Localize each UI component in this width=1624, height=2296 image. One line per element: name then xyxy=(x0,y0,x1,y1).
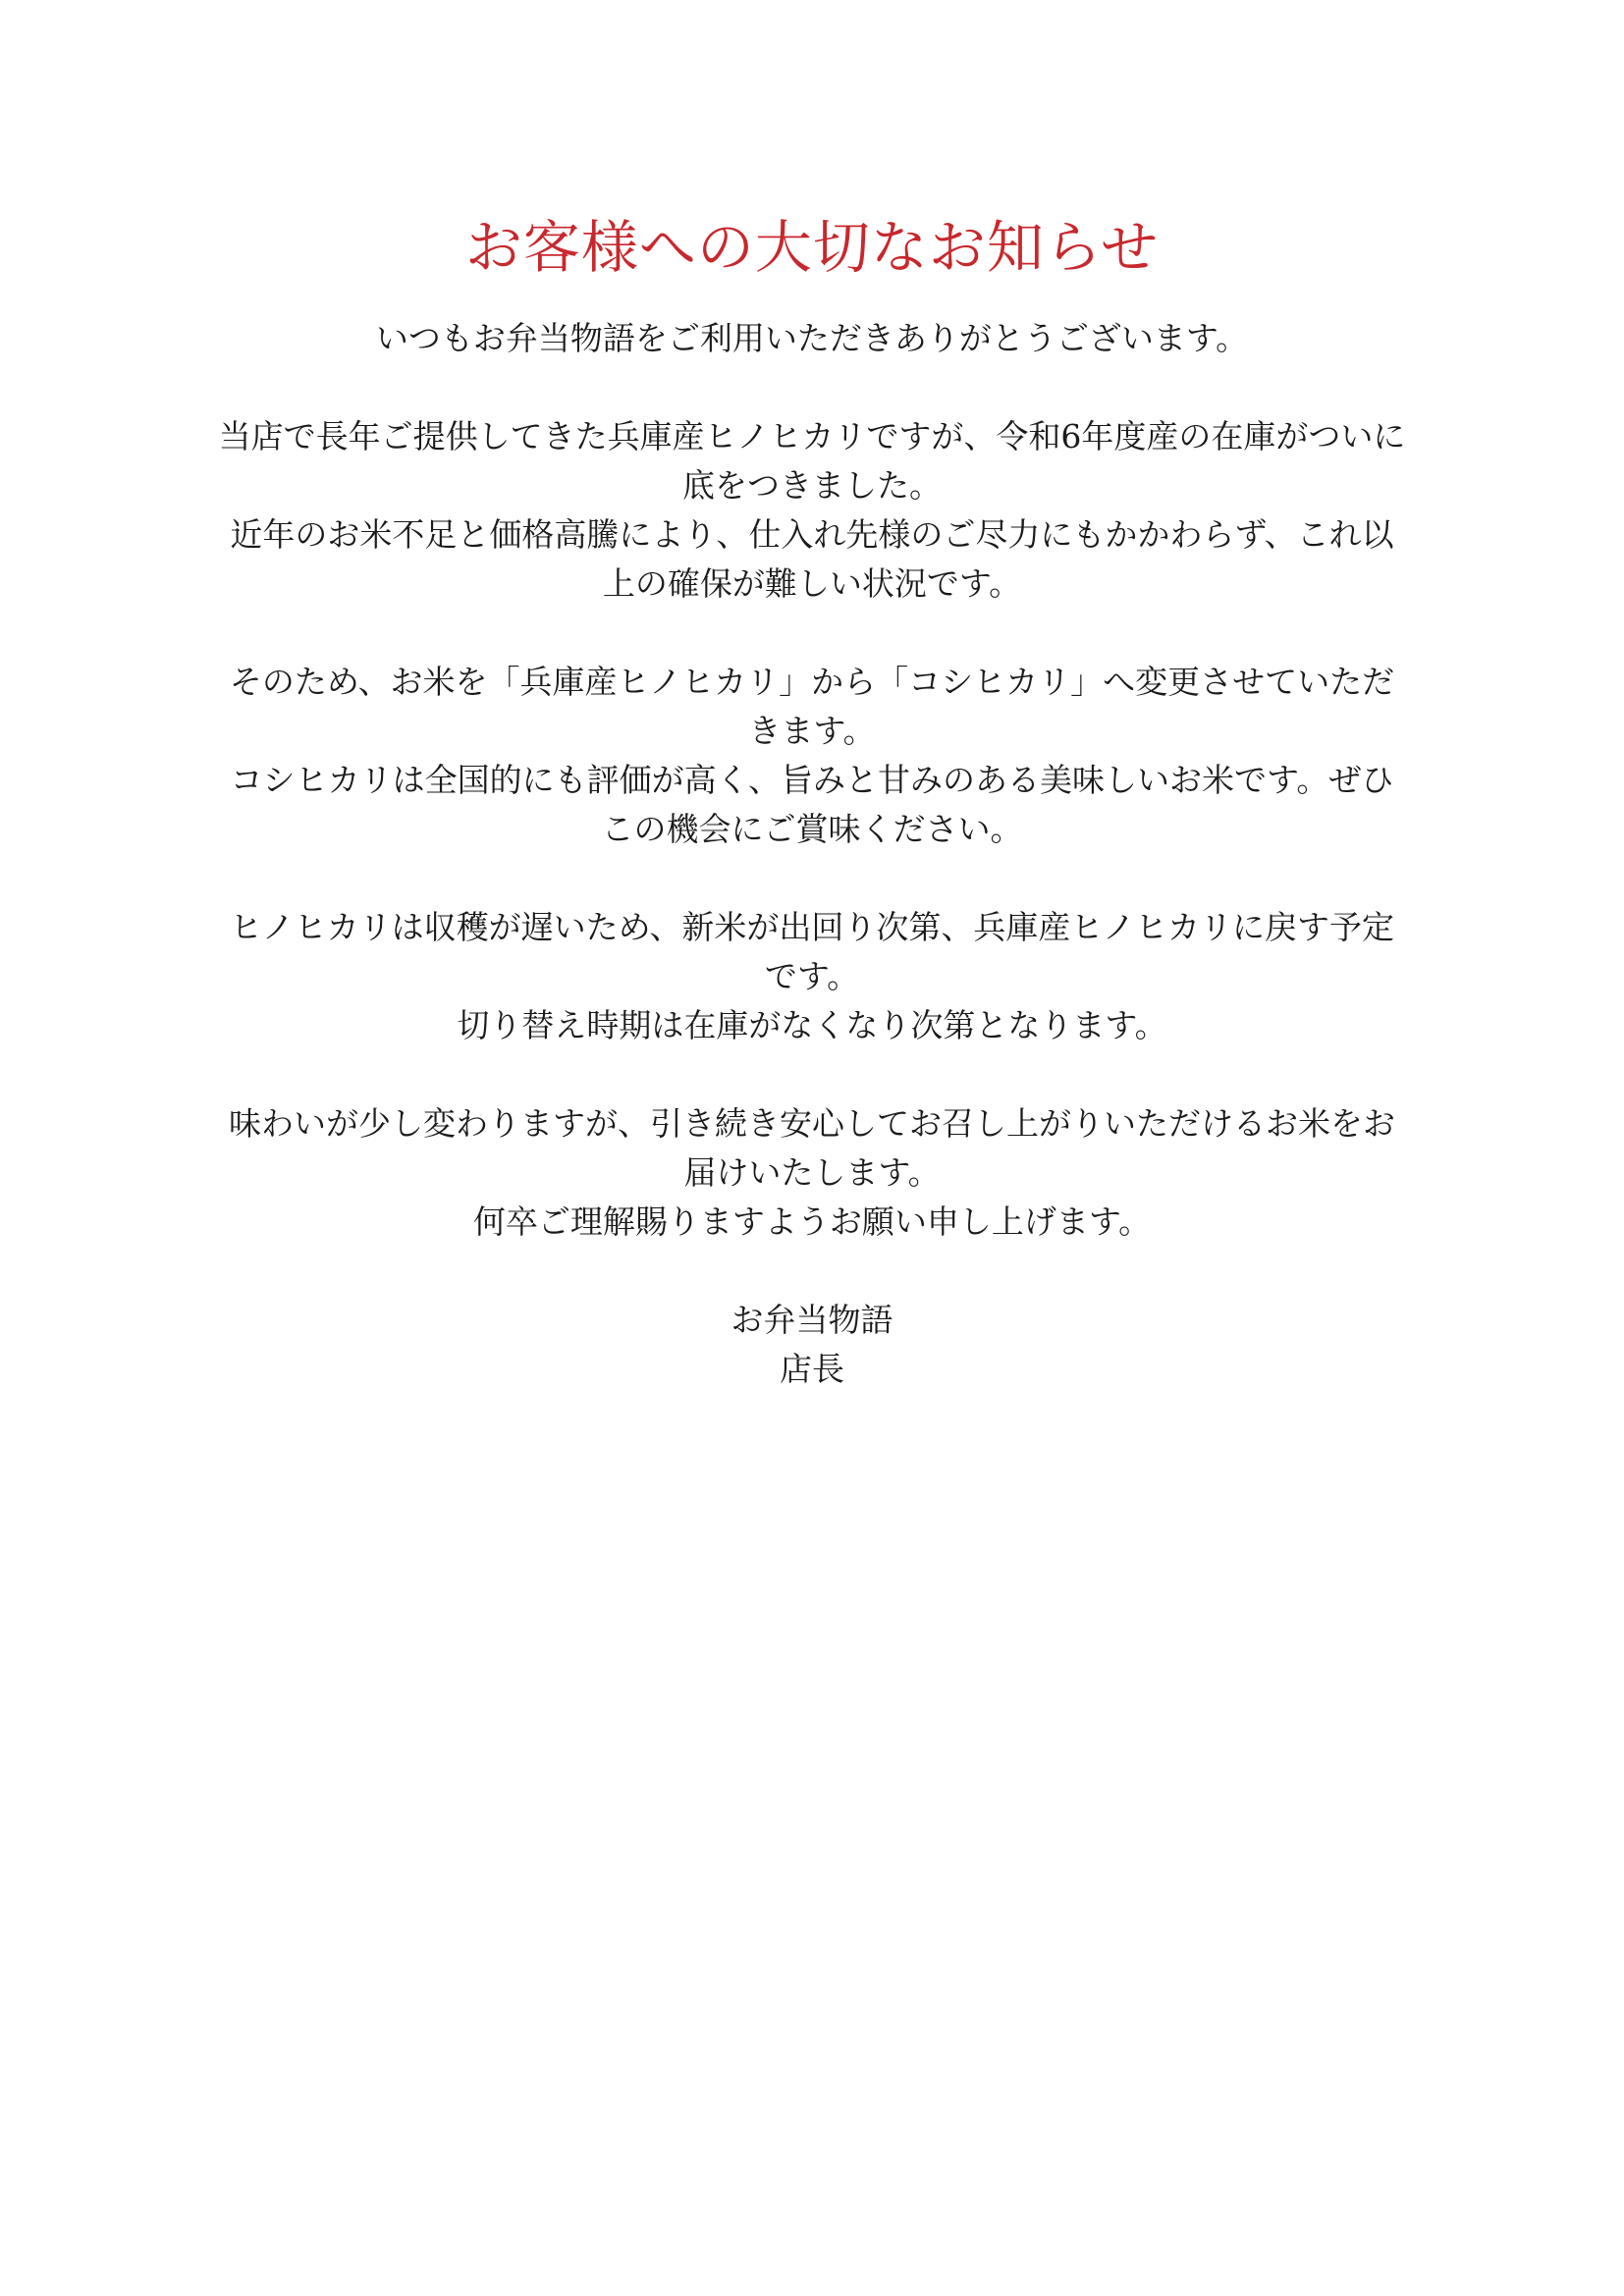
paragraph-return-plan xyxy=(215,903,1409,1050)
paragraph-line: 何卒ご理解賜りますようお願い申し上げます。 xyxy=(472,1202,1152,1241)
paragraph-line: コシヒカリは全国的にも評価が高く、旨みと甘みのある美味しいお米です。ぜひこの機会にご賞味ください。 xyxy=(230,761,1394,848)
paragraph-line: 味わいが少し変わりますが、引き続き安心してお召し上がりいただけるお米をお届けいたします。 xyxy=(229,1104,1395,1192)
notice-title: お客様への大切なお知らせ xyxy=(464,214,1160,281)
paragraph-closing xyxy=(215,1099,1409,1247)
paragraph-stock-status xyxy=(215,412,1409,609)
signature-shop-name: お弁当物語 xyxy=(731,1301,893,1339)
greeting-text: いつもお弁当物語をご利用いただきありがとうございます。 xyxy=(375,319,1249,357)
paragraph-line: 当店で長年ご提供してきた兵庫産ヒノヒカリですが、令和6年度産の在庫がついに底をつきました。 xyxy=(218,417,1406,505)
paragraph-rice-change xyxy=(215,658,1409,854)
notice-content xyxy=(215,208,1409,1394)
paragraph-line: ヒノヒカリは収穫が遅いため、新米が出回り次第、兵庫産ヒノヒカリに戻す予定です。 xyxy=(229,908,1395,995)
paragraph-line: 近年のお米不足と価格高騰により、仕入れ先様のご尽力にもかかわらず、これ以上の確保が難しい状況です。 xyxy=(230,515,1394,603)
paragraph-line: 切り替え時期は在庫がなくなり次第となります。 xyxy=(457,1006,1167,1044)
signature-role: 店長 xyxy=(780,1350,844,1388)
paragraph-line: そのため、お米を「兵庫産ヒノヒカリ」から「コシヒカリ」へ変更させていただきます。 xyxy=(229,663,1395,750)
signature-block xyxy=(215,1296,1409,1394)
